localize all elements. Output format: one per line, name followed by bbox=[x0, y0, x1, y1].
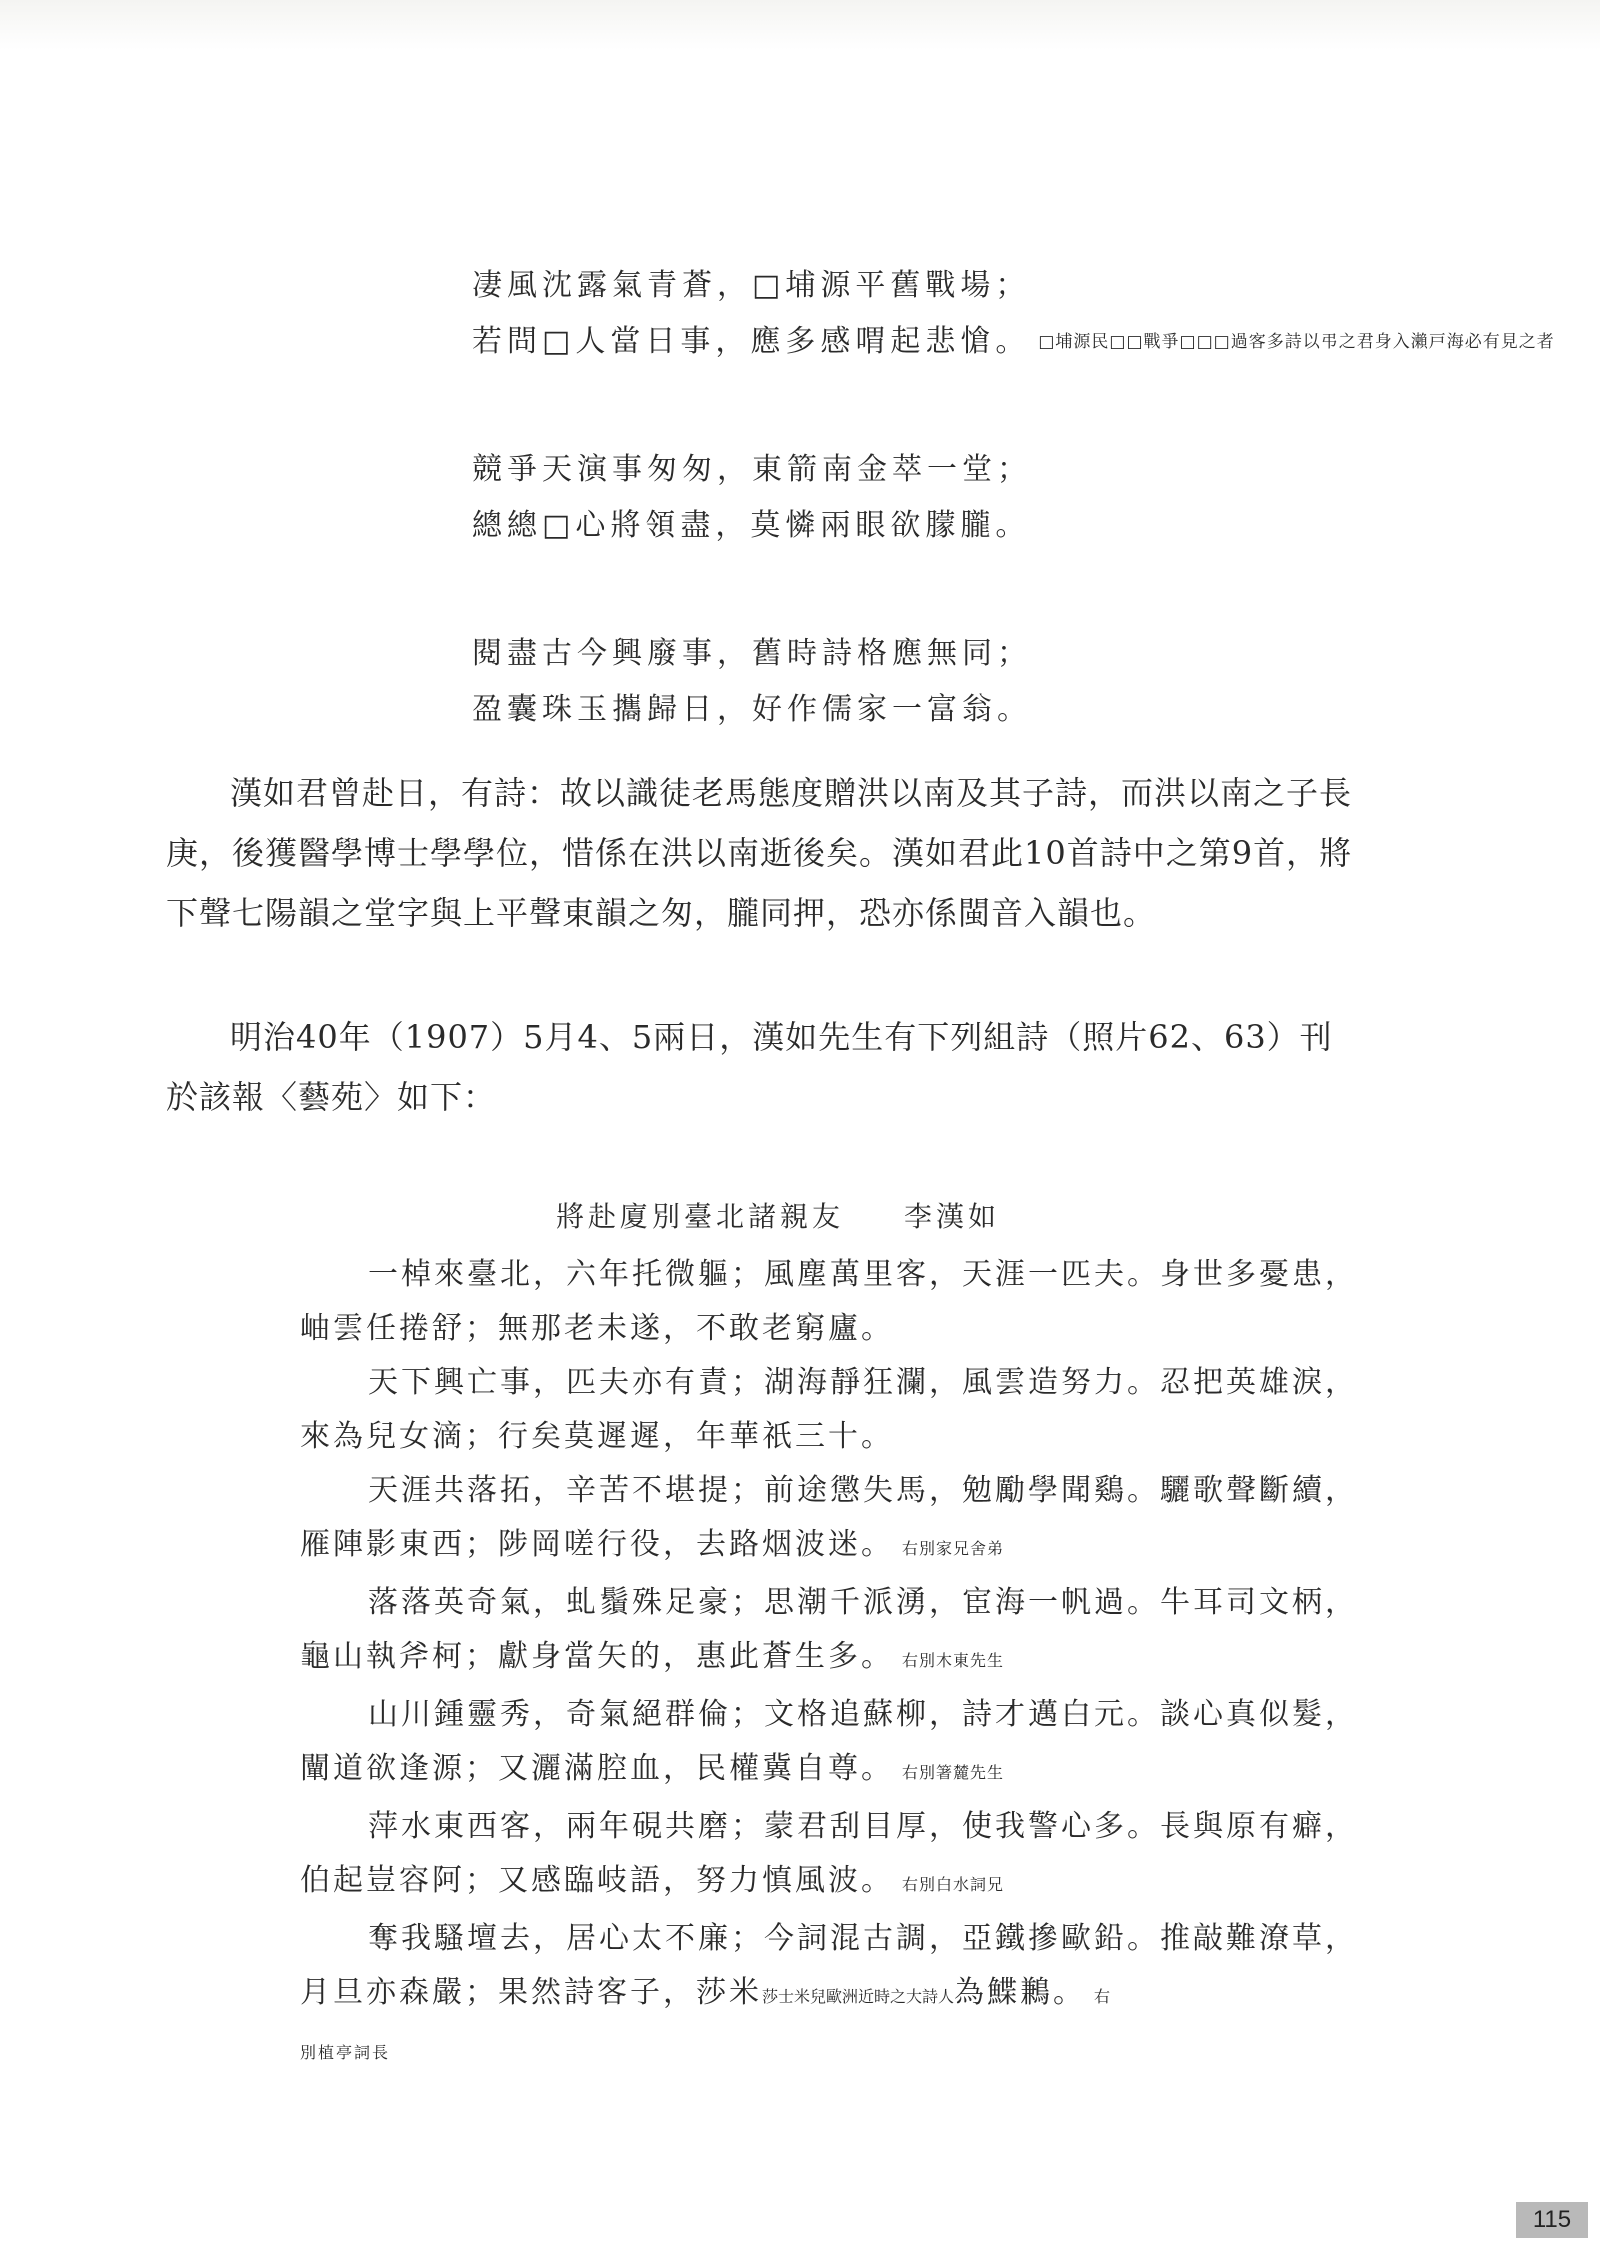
closing-signature: 別植亭詞長 bbox=[300, 2043, 391, 2062]
verse-text: 萍水東西客，兩年硯共磨；蒙君刮目厚，使我警心多。長與原有癖，伯起豈容阿；又感臨岐語，努力慎風波。 bbox=[300, 1809, 1358, 1898]
poem-line bbox=[472, 498, 1392, 554]
document-verses bbox=[300, 1248, 1360, 2024]
verse-signature: 右別家兄舍弟 bbox=[902, 1539, 1005, 1558]
verse-signature: 右別木東先生 bbox=[902, 1651, 1005, 1670]
poem-line-text: 競爭天演事匆匆，東箭南金萃一堂； bbox=[472, 452, 1032, 487]
verse-text: 奪我騷壇去，居心太不廉；今詞混古調，亞鐵摻歐鉛。推敲難潦草，月旦亦森嚴；果然詩客子，莎米 bbox=[300, 1921, 1358, 2010]
poem-block bbox=[472, 258, 1555, 810]
poem-line bbox=[472, 682, 1392, 738]
poem-line-text: 閱盡古今興廢事，舊時詩格應無同； bbox=[472, 636, 1032, 671]
verse-paragraph bbox=[300, 1912, 1360, 2024]
poem-stanza bbox=[472, 626, 1392, 738]
poem-stanza bbox=[472, 442, 1392, 554]
poem-annotation: □埔源民□□戰爭□□□過客多詩以弔之君身入瀨戸海必有見之者 bbox=[1038, 332, 1555, 352]
scan-top-edge bbox=[0, 0, 1600, 50]
poem-line bbox=[472, 314, 1555, 370]
verse-signature: 右別白水詞兄 bbox=[902, 1875, 1005, 1894]
verse-text: 天涯共落拓，辛苦不堪提；前途懲失馬，勉勵學聞鷄。驪歌聲斷續，雁陣影東西；陟岡嗟行役，去路烟波迷。 bbox=[300, 1473, 1358, 1562]
document-heading bbox=[556, 1195, 1000, 1235]
body-paragraph: 漢如君曾赴日，有詩：故以識徒老馬態度贈洪以南及其子詩，而洪以南之子長庚，後獲醫學博士學學位，惜係在洪以南逝後矣。漢如君此10首詩中之第9首，將下聲七陽韻之堂字與上平聲東韻之匆，朧同押，恐亦係閩音入韻也。 bbox=[166, 774, 1353, 932]
verse-paragraph bbox=[300, 1576, 1360, 1688]
document-title: 將赴廈別臺北諸親友 bbox=[556, 1200, 845, 1233]
verse-signature: 右 bbox=[1094, 1987, 1112, 2006]
verse-text: 落落英奇氣，虬鬚殊足豪；思潮千派湧，宦海一帆過。牛耳司文柄，龜山執斧柯；獻身當矢的，惠此蒼生多。 bbox=[300, 1585, 1358, 1674]
poem-line bbox=[472, 626, 1392, 682]
poem-line bbox=[472, 442, 1392, 498]
page-number: 115 bbox=[1516, 2202, 1588, 2238]
document-author: 李漢如 bbox=[904, 1200, 1001, 1233]
verse-paragraph bbox=[300, 1800, 1360, 1912]
poem-line bbox=[472, 258, 1392, 314]
verse-paragraph bbox=[300, 1356, 1360, 1464]
verse-text: 一棹來臺北，六年托微軀；風塵萬里客，天涯一匹夫。身世多憂患，岫雲任捲舒；無那老未遂，不敢老窮廬。 bbox=[300, 1257, 1358, 1346]
verse-signature: 右別箸麓先生 bbox=[902, 1763, 1005, 1782]
body-paragraph: 明治40年（1907）5月4、5兩日，漢如先生有下列組詩（照片62、63）刊於該報〈藝苑〉如下： bbox=[166, 1018, 1333, 1116]
poem-line-text: 若問□人當日事，應多感喟起悲愴。 bbox=[472, 324, 1031, 359]
verse-inline-note: 莎士米兒歐洲近時之大詩人 bbox=[762, 1987, 955, 2006]
poem-line-text: 總總□心將領盡，莫憐兩眼欲朦朧。 bbox=[472, 508, 1031, 543]
verse-text: 天下興亡事，匹夫亦有責；湖海靜狂瀾，風雲造努力。忍把英雄淚，來為兒女滴；行矣莫遲遲，年華祇三十。 bbox=[300, 1365, 1358, 1454]
verse-text-tail: 為鰈鶼。 bbox=[954, 1975, 1087, 2010]
poem-line-text: 盈囊珠玉攜歸日，好作儒家一富翁。 bbox=[472, 692, 1032, 727]
verse-text: 山川鍾靈秀，奇氣絕群倫；文格追蘇柳，詩才邁白元。談心真似髮，闡道欲逢源；又灑滿腔血，民權冀自尊。 bbox=[300, 1697, 1358, 1786]
poem-stanza bbox=[472, 258, 1555, 370]
poem-line-text: 凄風沈露氣青蒼，□埔源平舊戰場； bbox=[472, 268, 1031, 303]
verse-paragraph bbox=[300, 1688, 1360, 1800]
verse-paragraph bbox=[300, 1464, 1360, 1576]
verse-paragraph bbox=[300, 1248, 1360, 1356]
